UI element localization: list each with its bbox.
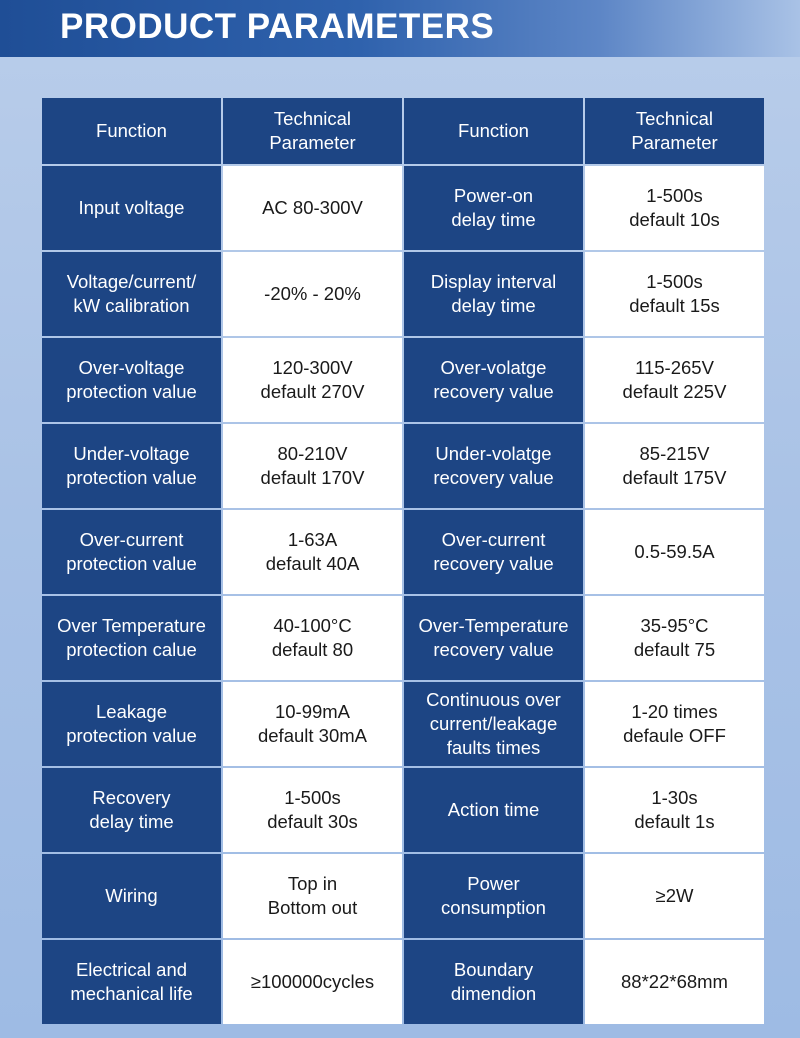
function-cell: Display interval delay time	[404, 252, 583, 336]
parameter-value-cell: AC 80-300V	[223, 166, 402, 250]
parameter-value-cell: 85-215V default 175V	[585, 424, 764, 508]
parameter-value-cell: 40-100°C default 80	[223, 596, 402, 680]
function-cell: Leakage protection value	[42, 682, 221, 766]
table-row	[42, 768, 764, 852]
parameter-value-cell: 10-99mA default 30mA	[223, 682, 402, 766]
parameter-value-cell: 0.5-59.5A	[585, 510, 764, 594]
parameter-value-cell: 1-500s default 30s	[223, 768, 402, 852]
table-row	[42, 596, 764, 680]
table-body	[42, 166, 764, 1024]
parameter-value-cell: ≥2W	[585, 854, 764, 938]
function-cell: Over Temperature protection calue	[42, 596, 221, 680]
function-cell: Voltage/current/ kW calibration	[42, 252, 221, 336]
parameter-value-cell: Top in Bottom out	[223, 854, 402, 938]
function-cell: Action time	[404, 768, 583, 852]
parameter-value-cell: 88*22*68mm	[585, 940, 764, 1024]
function-cell: Over-current recovery value	[404, 510, 583, 594]
parameter-value-cell: 35-95°C default 75	[585, 596, 764, 680]
table-row	[42, 424, 764, 508]
table-row	[42, 940, 764, 1024]
table-row	[42, 510, 764, 594]
function-cell: Over-voltage protection value	[42, 338, 221, 422]
parameter-value-cell: 1-20 times defaule OFF	[585, 682, 764, 766]
parameter-value-cell: 1-500s default 10s	[585, 166, 764, 250]
parameter-value-cell: 120-300V default 270V	[223, 338, 402, 422]
function-cell: Wiring	[42, 854, 221, 938]
function-cell: Recovery delay time	[42, 768, 221, 852]
table-row	[42, 252, 764, 336]
parameter-value-cell: 115-265V default 225V	[585, 338, 764, 422]
parameters-table	[40, 96, 766, 1026]
parameter-value-cell: -20% - 20%	[223, 252, 402, 336]
function-cell: Electrical and mechanical life	[42, 940, 221, 1024]
table-row	[42, 682, 764, 766]
parameter-value-cell: 80-210V default 170V	[223, 424, 402, 508]
page-title: PRODUCT PARAMETERS	[60, 7, 495, 46]
parameter-value-cell: 1-500s default 15s	[585, 252, 764, 336]
function-cell: Over-volatge recovery value	[404, 338, 583, 422]
function-cell: Boundary dimendion	[404, 940, 583, 1024]
function-cell: Under-volatge recovery value	[404, 424, 583, 508]
column-header-technical-parameter: Technical Parameter	[223, 98, 402, 164]
function-cell: Continuous over current/leakage faults times	[404, 682, 583, 766]
parameter-value-cell: 1-30s default 1s	[585, 768, 764, 852]
function-cell: Under-voltage protection value	[42, 424, 221, 508]
table-row	[42, 854, 764, 938]
parameter-value-cell: 1-63A default 40A	[223, 510, 402, 594]
column-header-function: Function	[404, 98, 583, 164]
column-header-function: Function	[42, 98, 221, 164]
table-row	[42, 338, 764, 422]
table-header-row	[42, 98, 764, 164]
function-cell: Input voltage	[42, 166, 221, 250]
function-cell: Power consumption	[404, 854, 583, 938]
parameter-value-cell: ≥100000cycles	[223, 940, 402, 1024]
function-cell: Over-current protection value	[42, 510, 221, 594]
column-header-technical-parameter: Technical Parameter	[585, 98, 764, 164]
function-cell: Over-Temperature recovery value	[404, 596, 583, 680]
function-cell: Power-on delay time	[404, 166, 583, 250]
title-banner	[0, 0, 800, 57]
table-row	[42, 166, 764, 250]
